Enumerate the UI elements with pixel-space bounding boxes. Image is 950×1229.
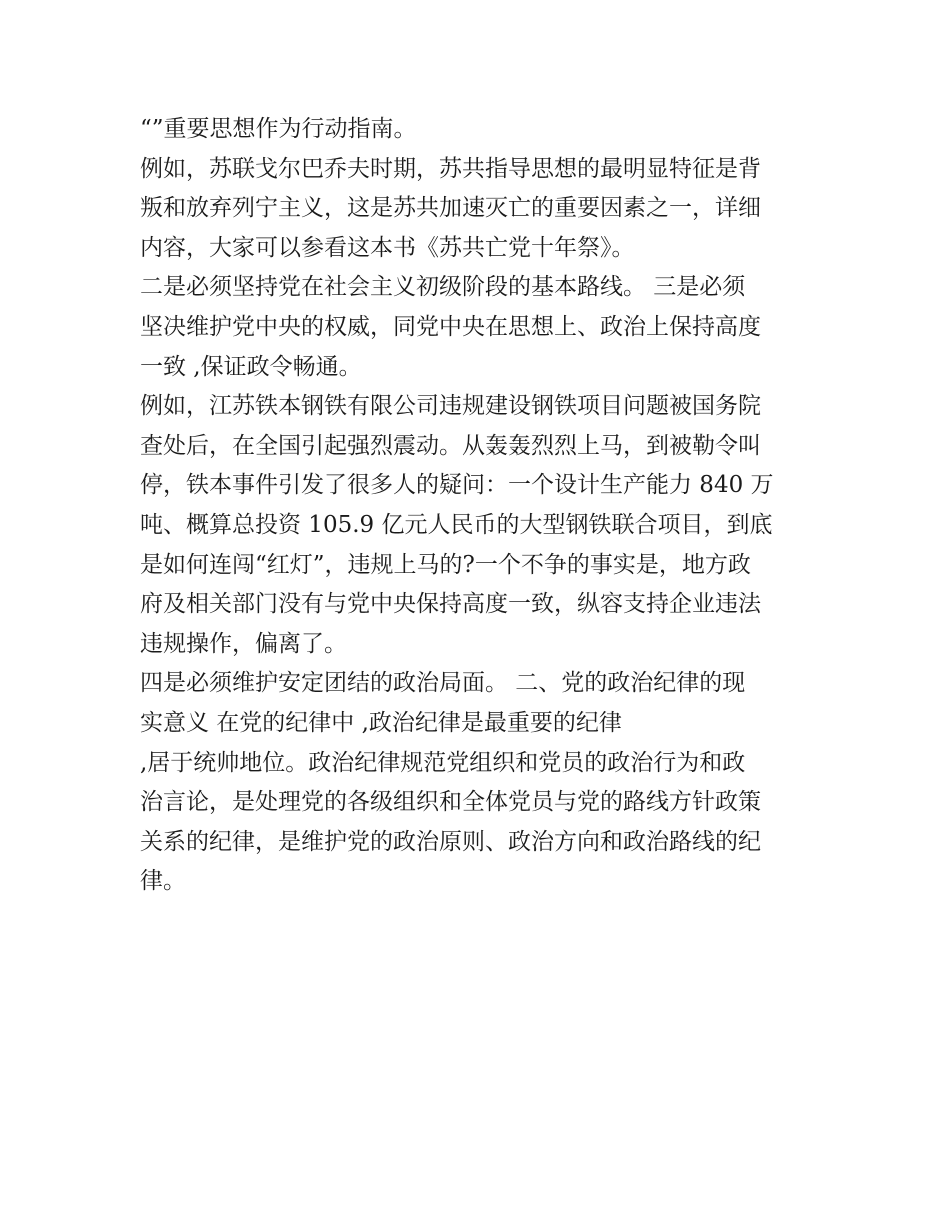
text-line: 关系的纪律，是维护党的政治原则、政治方向和政治路线的纪: [140, 828, 761, 855]
text-line: 一致 ,保证政令畅通。: [140, 353, 362, 380]
text-line: 停，铁本事件引发了很多人的疑问：一个设计生产能力 840 万: [140, 472, 774, 499]
text-line: 二是必须坚持党在社会主义初级阶段的基本路线。 三是必须: [140, 274, 746, 301]
text-line: 吨、概算总投资 105.9 亿元人民币的大型钢铁联合项目，到底: [140, 511, 773, 538]
text-line: 例如，江苏铁本钢铁有限公司违规建设钢铁项目问题被国务院: [140, 393, 761, 420]
text-line: 叛和放弃列宁主义，这是苏共加速灭亡的重要因素之一，详细: [140, 195, 761, 222]
text-line: 内容，大家可以参看这本书《苏共亡党十年祭》。: [140, 234, 635, 261]
text-line: 四是必须维护安定团结的政治局面。 二、党的政治纪律的现: [140, 670, 746, 697]
text-line: 例如，苏联戈尔巴乔夫时期，苏共指导思想的最明显特征是背: [140, 155, 761, 182]
text-line: “”重要思想作为行动指南。: [140, 116, 417, 142]
text-line: 是如何连闯“红灯”，违规上马的?一个不争的事实是，地方政: [140, 551, 751, 578]
text-line: ,居于统帅地位。政治纪律规范党组织和党员的政治行为和政: [140, 749, 746, 776]
text-line: 违规操作，偏离了。: [140, 630, 347, 657]
text-line: 治言论，是处理党的各级组织和全体党员与党的路线方针政策: [140, 789, 761, 816]
text-line: 律。: [140, 868, 186, 895]
document-body: [140, 110, 820, 902]
text-line: 实意义 在党的纪律中 ,政治纪律是最重要的纪律: [140, 709, 622, 736]
text-line: 府及相关部门没有与党中央保持高度一致，纵容支持企业违法: [140, 591, 761, 618]
text-line: 坚决维护党中央的权威，同党中央在思想上、政治上保持高度: [140, 313, 761, 340]
text-line: 查处后，在全国引起强烈震动。从轰轰烈烈上马，到被勒令叫: [140, 432, 761, 459]
